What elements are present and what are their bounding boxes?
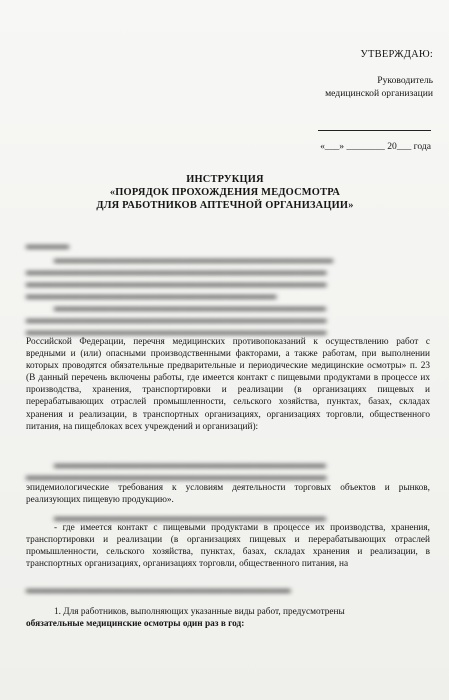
- approval-block: [303, 48, 433, 100]
- approval-position-line1: Руководитель: [377, 75, 433, 86]
- blurred-paragraph-3: ▂▂▂▂▂▂▂▂▂▂▂▂▂▂▂▂▂▂▂▂▂▂▂▂▂▂▂▂▂▂▂▂▂▂▂▂▂▂ ▂▂▂▂▂▂▂▂▂▂▂▂▂▂▂▂▂▂▂▂▂▂▂▂▂▂▂▂▂▂▂▂▂▂▂▂▂▂▂▂▂▂: [26, 301, 327, 324]
- document-heading: [40, 173, 410, 212]
- approval-date: «___» ________ 20___ года: [320, 141, 431, 152]
- signature-line: [318, 130, 431, 131]
- blurred-intro: ▂▂▂▂▂▂: [26, 239, 69, 249]
- paragraph-sanpin-text: эпидемиологические требования к условиям деятельности торговых объектов и рынков, реализующих пищевую продукцию».: [26, 483, 430, 506]
- blurred-paragraph-1: ▂▂▂▂▂▂▂▂▂▂▂▂▂▂▂▂▂▂▂▂▂▂▂▂▂▂▂▂▂▂▂▂▂▂▂▂▂▂▂: [54, 253, 333, 263]
- list-item-1-text: 1. Для работников, выполняющих указанные виды работ, предусмотрены: [54, 607, 345, 617]
- heading-line-2: «ПОРЯДОК ПРОХОЖДЕНИЯ МЕДОСМОТРА: [109, 187, 341, 198]
- blurred-paragraph-6: ▂▂▂▂▂▂▂▂▂▂▂▂▂▂▂▂▂▂▂▂▂▂▂▂▂▂▂▂▂▂▂▂▂▂▂▂▂▂: [54, 511, 326, 521]
- blurred-paragraph-5: ▂▂▂▂▂▂▂▂▂▂▂▂▂▂▂▂▂▂▂▂▂▂▂▂▂▂▂▂▂▂▂▂▂▂▂▂▂▂ ▂▂▂▂▂▂▂▂▂▂▂▂▂▂▂▂▂▂▂▂▂▂▂▂▂▂▂▂▂▂▂▂▂▂▂▂▂▂▂▂▂▂: [26, 458, 327, 481]
- list-item-1-bold-text: обязательные медицинские осмотры один раз в год:: [26, 619, 245, 630]
- paragraph-contact-text: - где имеется контакт с пищевыми продуктами в процессе их производства, хранения, транспортировки и реализации (в организациях пищевых и перерабатывающих отраслей промышленности, сельского хозяйства, пунктах, базах, складах хранения и реализации, в транспортных организациях, организациях торговли, общественного питания, на: [26, 523, 430, 570]
- heading-line-3: ДЛЯ РАБОТНИКОВ АПТЕЧНОЙ ОРГАНИЗАЦИИ»: [96, 200, 354, 211]
- blurred-paragraph-7: ▂▂▂▂▂▂▂▂▂▂▂▂▂▂▂▂▂▂▂▂▂▂▂▂▂▂▂▂▂▂▂▂▂▂▂▂▂: [26, 583, 291, 593]
- blurred-paragraph-4: ▂▂▂▂▂▂▂▂▂▂▂▂▂▂▂▂▂▂▂▂▂▂▂▂▂▂▂▂▂▂▂▂▂▂▂▂▂▂▂▂▂▂: [26, 325, 327, 335]
- approval-position-line2: медицинской организации: [325, 88, 433, 99]
- blurred-paragraph-2: ▂▂▂▂▂▂▂▂▂▂▂▂▂▂▂▂▂▂▂▂▂▂▂▂▂▂▂▂▂▂▂▂▂▂▂▂▂▂▂▂▂▂ ▂▂▂▂▂▂▂▂▂▂▂▂▂▂▂▂▂▂▂▂▂▂▂▂▂▂▂▂▂▂▂▂▂▂▂▂▂▂▂▂▂▂ ▂▂▂▂▂▂▂▂▂▂▂▂▂▂▂▂▂▂▂▂▂▂▂▂▂▂▂▂▂▂▂▂▂▂▂: [26, 265, 327, 300]
- approval-title: УТВЕРЖДАЮ:: [360, 49, 433, 60]
- paragraph-order-text: Российской Федерации, перечня медицинских противопоказаний к осуществлению работ с вредными и (или) опасными производственными факторами, а также работам, при выполнении которых проводятся обязательные предварительные и периодические медицинские осмотры» п. 23 (В данный перечень включены работы, где имеется контакт с пищевыми продуктами в процессе их производства, хранения, транспортировки и реализации (в организациях пищевых и перерабатывающих отраслей промышленности, сельского хозяйства, пунктах, базах, складах хранения и реализации, в транспортных организациях, организациях торговли, общественного питания, на пищеблоках всех учреждений и организаций):: [26, 337, 430, 432]
- list-item-1: [26, 606, 430, 630]
- heading-line-1: ИНСТРУКЦИЯ: [186, 174, 264, 185]
